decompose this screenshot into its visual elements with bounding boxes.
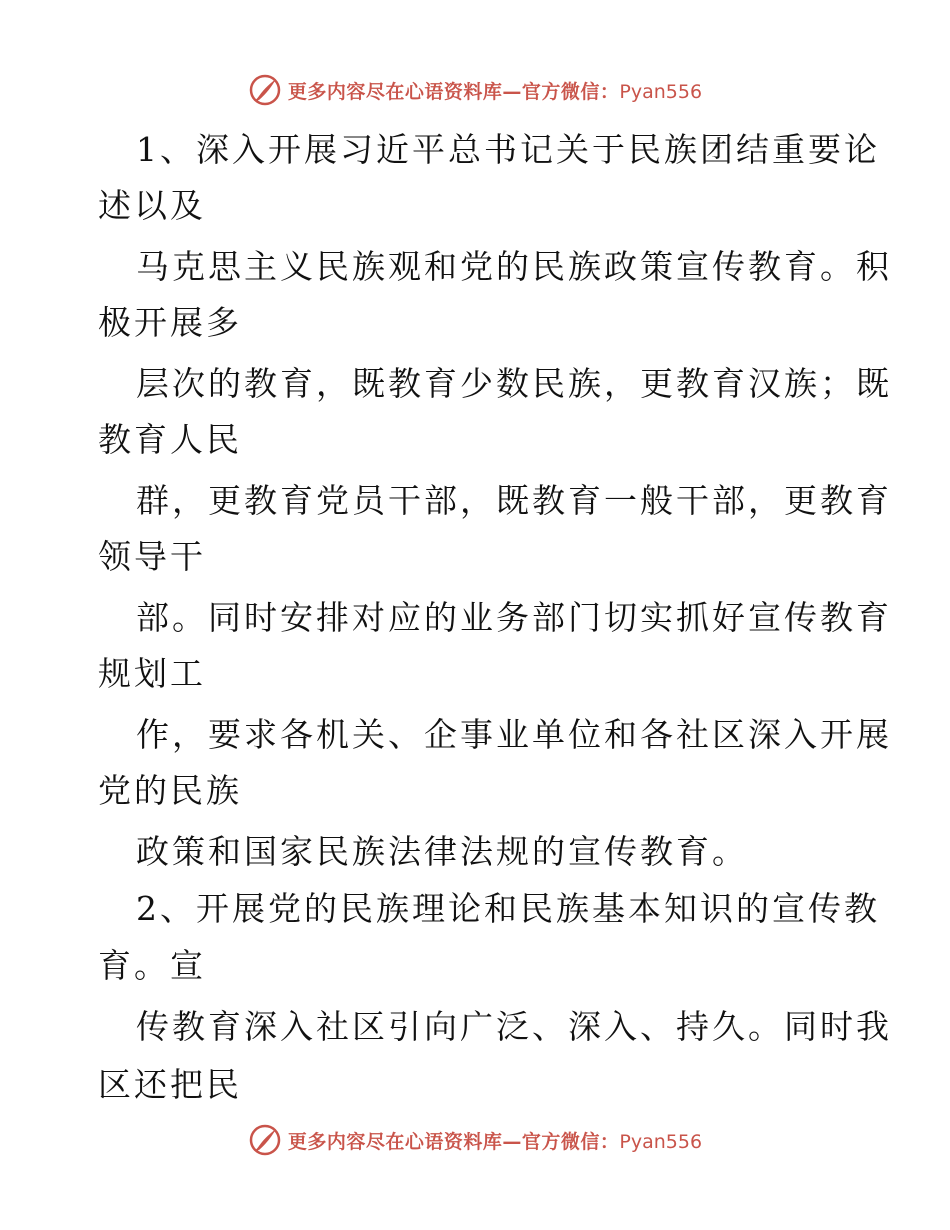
- watermark-text: 更多内容尽在心语资料库—官方微信：Pyan556: [287, 80, 703, 103]
- text-line: 领导干: [98, 537, 206, 576]
- quill-logo-icon: [248, 1123, 282, 1157]
- text-line: 育。宣: [98, 946, 206, 985]
- text-line: 区还把民: [98, 1065, 242, 1104]
- text-line: 1、深入开展习近平总书记关于民族团结重要论: [136, 130, 880, 169]
- text-line: 政策和国家民族法律法规的宣传教育。: [136, 832, 748, 871]
- text-line: 2、开展党的民族理论和民族基本知识的宣传教: [136, 889, 880, 928]
- text-line: 党的民族: [98, 771, 242, 810]
- quill-logo-icon: [248, 73, 282, 107]
- watermark-banner-bottom: [0, 1120, 950, 1160]
- watermark-handle: Pyan556: [619, 1130, 703, 1153]
- watermark-handle: Pyan556: [619, 80, 703, 103]
- text-line: 马克思主义民族观和党的民族政策宣传教育。积: [136, 247, 892, 286]
- text-line: 层次的教育，既教育少数民族，更教育汉族；既: [136, 364, 892, 403]
- text-line: 群，更教育党员干部，既教育一般干部，更教育: [136, 481, 892, 520]
- text-line: 极开展多: [98, 303, 242, 342]
- text-line: 规划工: [98, 654, 206, 693]
- text-line: 作，要求各机关、企事业单位和各社区深入开展: [136, 715, 892, 754]
- text-line: 部。同时安排对应的业务部门切实抓好宣传教育: [136, 598, 892, 637]
- watermark-banner-top: [0, 70, 950, 110]
- text-line: 教育人民: [98, 420, 242, 459]
- text-line: 述以及: [98, 186, 206, 225]
- text-line: 传教育深入社区引向广泛、深入、持久。同时我: [136, 1007, 892, 1046]
- watermark-text: 更多内容尽在心语资料库—官方微信：Pyan556: [287, 1130, 703, 1153]
